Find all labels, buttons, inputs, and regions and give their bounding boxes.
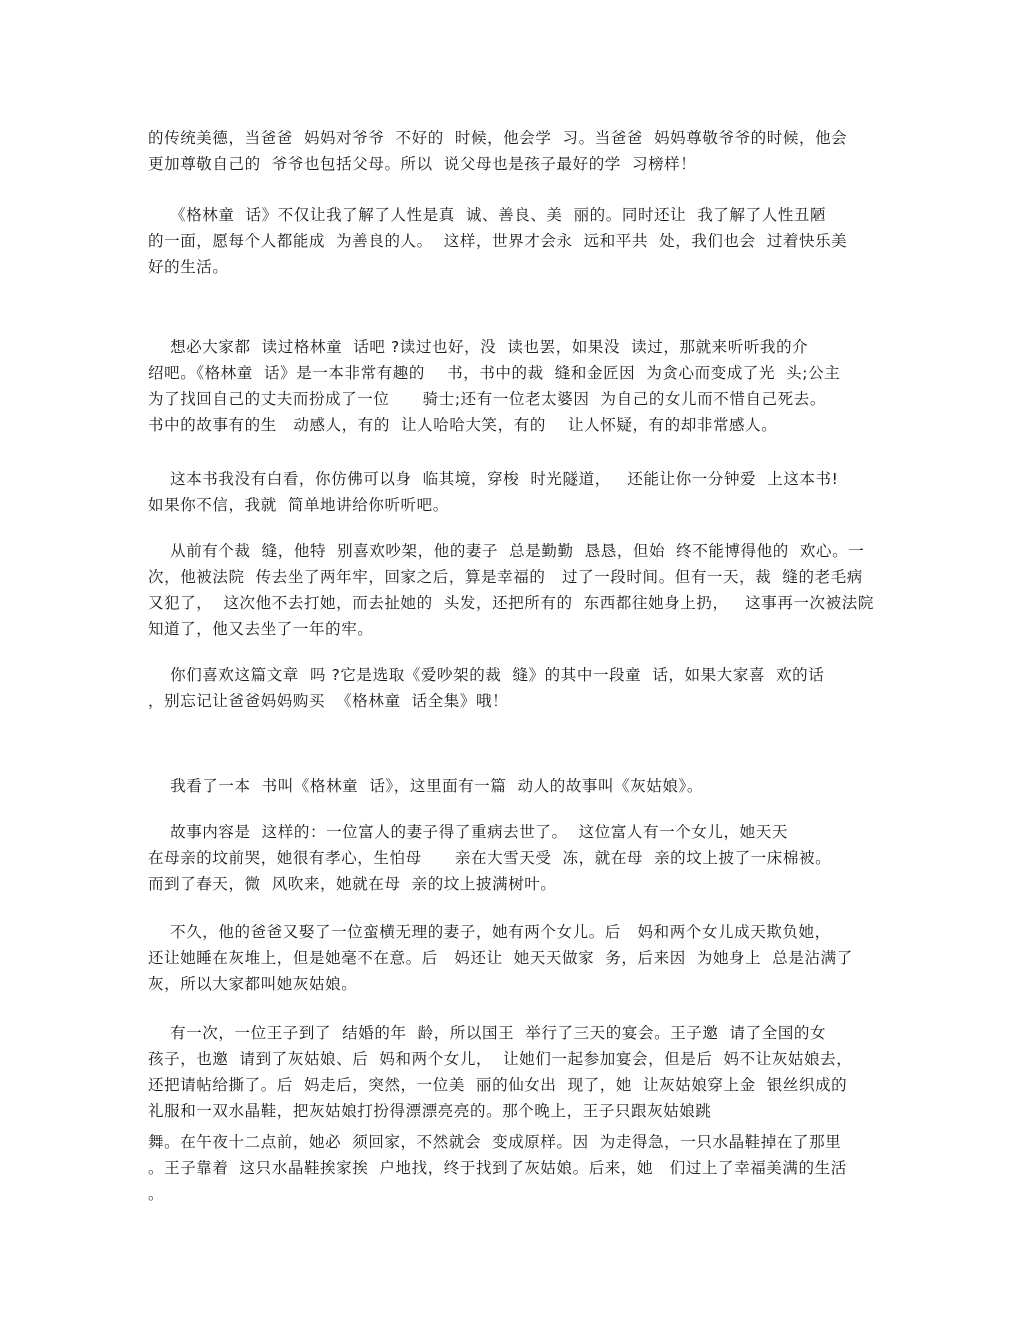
paragraph-line: 你们喜欢这篇文章 吗 ?它是选取《爱吵架的裁 缝》的其中一段童 话，如果大家喜 欢的话 xyxy=(148,666,825,684)
paragraph-3 xyxy=(148,334,840,438)
paragraph-line: 绍吧。《格林童 话》是一本非常有趣的 书，书中的裁 缝和金匠因 为贪心而变成了光 头;公主 xyxy=(148,364,841,382)
paragraph-line: 而到了春天，微 风吹来，她就在母 亲的坟上披满树叶。 xyxy=(148,875,557,893)
paragraph-line: 还把请帖给撕了。后 妈走后，突然，一位美 丽的仙女出 现了，她 让灰姑娘穿上金 银丝织成的 xyxy=(148,1076,848,1094)
paragraph-line: 为了找回自己的丈夫而扮成了一位 骑士;还有一位老太婆因 为自己的女儿而不惜自己死去。 xyxy=(148,390,826,408)
paragraph-line: 还让她睡在灰堆上，但是她毫不在意。后 妈还让 她天天做家 务，后来因 为她身上 总是沾满了 xyxy=(148,949,853,967)
paragraph-line: 在母亲的坟前哭，她很有孝心，生怕母 亲在大雪天受 冻，就在母 亲的坟上披了一床棉被。 xyxy=(148,849,832,867)
paragraph-line: 孩子，也邀 请到了灰姑娘、后 妈和两个女儿， 让她们一起参加宴会，但是后 妈不让灰姑娘去， xyxy=(148,1050,853,1068)
paragraph-line: 。 xyxy=(148,1185,165,1203)
paragraph-7 xyxy=(148,773,703,799)
paragraph-line: 。王子靠着 这只水晶鞋挨家挨 户地找，终于找到了灰姑娘。后来，她 们过上了幸福美满的生活 xyxy=(148,1159,847,1177)
paragraph-10 xyxy=(148,1020,852,1124)
paragraph-line: 舞。在午夜十二点前，她必 须回家，不然就会 变成原样。因 为走得急，一只水晶鞋掉在了那里 xyxy=(148,1133,842,1151)
paragraph-line: 灰，所以大家都叫她灰姑娘。 xyxy=(148,975,358,993)
paragraph-line: 从前有个裁 缝，他特 别喜欢吵架，他的妻子 总是勤勤 恳恳，但始 终不能博得他的 欢心。一 xyxy=(148,542,865,560)
paragraph-line: 的一面，愿每个人都能成 为善良的人。 这样，世界才会永 远和平共 处，我们也会 过着快乐美 xyxy=(148,232,848,250)
paragraph-line: 我看了一本 书叫《格林童 话》，这里面有一篇 动人的故事叫《灰姑娘》。 xyxy=(148,777,703,795)
paragraph-line: 好的生活。 xyxy=(148,258,229,276)
paragraph-line: 更加尊敬自己的 爷爷也包括父母。所以 说父母也是孩子最好的学 习榜样！ xyxy=(148,155,697,173)
paragraph-line: 次，他被法院 传去坐了两年牢，回家之后，算是幸福的 过了一段时间。但有一天，裁 缝的老毛病 xyxy=(148,568,863,586)
paragraph-line: 故事内容是 这样的：一位富人的妻子得了重病去世了。 这位富人有一个女儿，她天天 xyxy=(148,823,788,841)
paragraph-line: 礼服和一双水晶鞋，把灰姑娘打扮得漂漂亮亮的。那个晚上，王子只跟灰姑娘跳 xyxy=(148,1102,712,1120)
paragraph-line: 书中的故事有的生 动感人，有的 让人哈哈大笑，有的 让人怀疑，有的却非常感人。 xyxy=(148,416,778,434)
paragraph-line: 这本书我没有白看，你仿佛可以身 临其境，穿梭 时光隧道， 还能让你一分钟爱 上这本书! xyxy=(148,470,839,488)
paragraph-2 xyxy=(148,202,847,280)
paragraph-line: 知道了，他又去坐了一年的牢。 xyxy=(148,620,374,638)
paragraph-11 xyxy=(148,1129,847,1207)
paragraph-8 xyxy=(148,819,831,897)
paragraph-1 xyxy=(148,125,847,177)
paragraph-9 xyxy=(148,919,853,997)
paragraph-line: 有一次，一位王子到了 结婚的年 龄，所以国王 举行了三天的宴会。王子邀 请了全国的女 xyxy=(148,1024,827,1042)
paragraph-line: 的传统美德，当爸爸 妈妈对爷爷 不好的 时候，他会学 习。当爸爸 妈妈尊敬爷爷的时候，他会 xyxy=(148,129,848,147)
paragraph-line: 《格林童 话》不仅让我了解了人性是真 诚、善良、美 丽的。同时还让 我了解了人性丑陋 xyxy=(148,206,827,224)
paragraph-line: 不久，他的爸爸又娶了一位蛮横无理的妻子，她有两个女儿。后 妈和两个女儿成天欺负她， xyxy=(148,923,831,941)
paragraph-6 xyxy=(148,662,824,714)
paragraph-line: ，别忘记让爸爸妈妈购买 《格林童 话全集》哦！ xyxy=(148,692,509,710)
paragraph-5 xyxy=(148,538,874,642)
paragraph-line: 想必大家都 读过格林童 话吧 ?读过也好，没 读也罢，如果没 读过，那就来听听我的介 xyxy=(148,338,809,356)
paragraph-4 xyxy=(148,466,838,518)
paragraph-line: 如果你不信，我就 简单地讲给你听听吧。 xyxy=(148,496,449,514)
paragraph-line: 又犯了， 这次他不去打她，而去扯她的 头发，还把所有的 东西都往她身上扔， 这事再一次被法院 xyxy=(148,594,874,612)
